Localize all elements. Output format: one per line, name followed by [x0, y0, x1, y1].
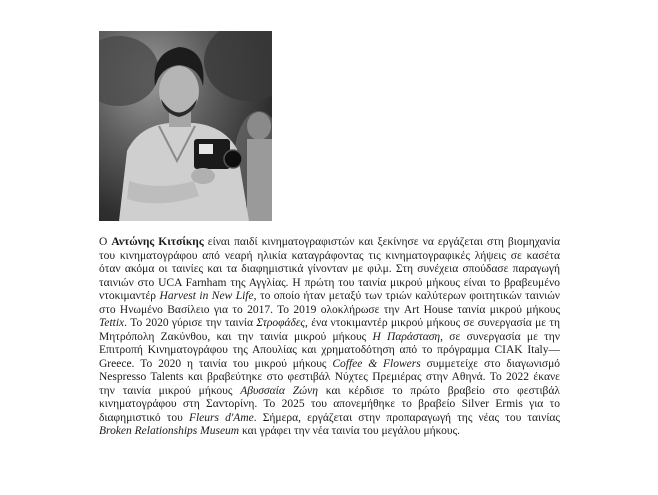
bio-text-1: Ο [99, 236, 112, 248]
film-title-broken-relationships: Broken Relationships Museum [99, 425, 240, 437]
bio-text-2: είναι παιδί κινηματογραφιστών και ξεκίνησε να εργάζεται στη βιομηχανία του κινηματογράφου από νεαρή ηλικία καταγράφοντας τις κινηματογραφικές λήψεις σε κασέτα όταν ακόμα οι ταινίες και τα διαφημιστικά γίνονταν με φιλμ. Στη συνέχεια σπούδασε παραγωγή ταινιών στο UCA Farnham της Αγγλίας. Η πρώτη του ταινία μικρού μήκους είναι το βραβευμένο ντοκιμαντέρ [99, 236, 561, 302]
bio-text-6: , σε συνεργασία με την Επιτροπή Κινηματογράφου της Απουλίας και χρηματοδότηση από το πρόγραμμα CIAK Italy—Greece. Το 2020 η ταινία του μικρού μήκους [99, 330, 561, 370]
person-name: Αντώνης Κιτσίκης [111, 236, 204, 248]
bio-text-8: και κέρδισε το πρώτο βραβείο στο φεστιβάλ κινηματογράφου στη Σαντορίνη. Το 2025 του απονεμήθηκε το βραβείο Silver Ermis για το διαφημιστικό του [99, 384, 560, 424]
film-title-harvest: Harvest in New Life [159, 290, 254, 302]
film-title-tettix: Tettix [99, 317, 125, 329]
bio-text-7: συμμετείχε στο διαγωνισμό Nespresso Talents και βραβεύτηκε στο φεστιβάλ Νύχτες Πρεμιέρας στην Αθηνά. Το 2022 έκανε την ταινία μικρού μήκους [99, 357, 560, 397]
film-title-fleurs-dame: Fleurs d'Ame [188, 411, 254, 424]
bio-text-5: , ένα ντοκιμαντέρ μικρού μήκους σε συνεργασία με τη Μητρόπολη Ζακύνθου, και την ταινία μικρού μήκους [99, 317, 561, 343]
film-title-coffee-flowers: Coffee & Flowers [332, 357, 421, 370]
bio-text-4: . Το 2020 γύρισε την ταινία [124, 317, 257, 329]
bio-text-3: , το οποίο ήταν μεταξύ των τριών καλύτερων φοιτητικών ταινιών στο Ηνωμένο Βασίλειο για το 2017. Το 2019 ολοκλήρωσε την Art House ταινία μικρού μήκους [99, 290, 560, 316]
bio-text-10: και γράφει την νέα ταινία του μεγάλου μήκους. [239, 425, 461, 437]
bio-text-9: . Σήμερα, εργάζεται στην προπαραγωγή της νέας του ταινίας [253, 411, 560, 424]
film-title-strofades: Στροφάδες [256, 317, 306, 329]
film-title-avyssaia-zoni: Αβυσσαία Ζώνη [240, 384, 318, 397]
film-title-parastasi: Η Παράσταση [372, 330, 441, 343]
portrait-photo [99, 31, 272, 221]
person-with-camera-photo-icon [99, 31, 272, 221]
biography-text [99, 236, 560, 439]
